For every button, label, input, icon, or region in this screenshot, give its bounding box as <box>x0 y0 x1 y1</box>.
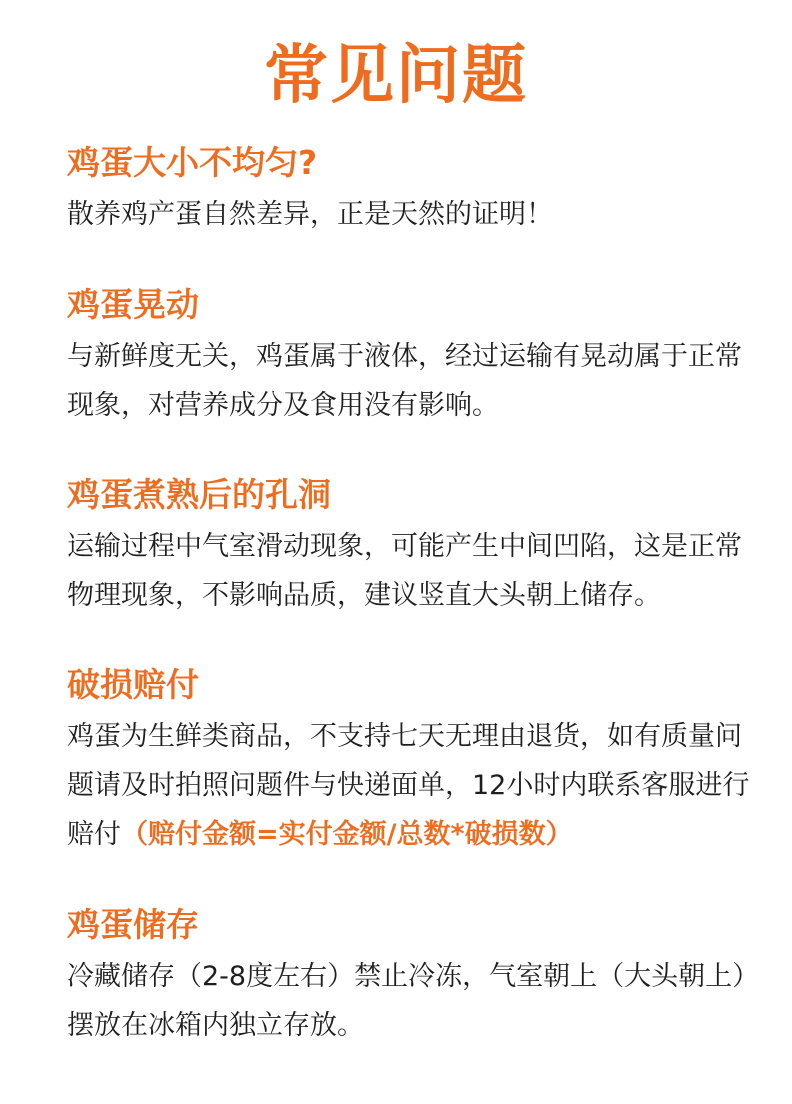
faq-question: 鸡蛋大小不均匀? <box>67 143 318 182</box>
faq-answer <box>67 712 757 859</box>
page-title: 常见问题 <box>264 39 528 113</box>
faq-item-boiled-holes <box>67 472 757 620</box>
faq-question: 鸡蛋煮熟后的孔洞 <box>67 475 331 514</box>
faq-item-egg-size <box>67 140 757 239</box>
faq-answer: 运输过程中气室滑动现象，可能产生中间凹陷，这是正常物理现象，不影响品质，建议竖直大头朝上储存。 <box>67 531 742 611</box>
compensation-formula: （赔付金额=实付金额/总数*破损数） <box>121 819 573 850</box>
faq-answer: 与新鲜度无关，鸡蛋属于液体，经过运输有晃动属于正常现象，对营养成分及食用没有影响。 <box>67 341 742 421</box>
faq-item-egg-storage <box>67 902 757 1050</box>
faq-item-damage-compensation <box>67 662 757 859</box>
faq-answer-text: 鸡蛋为生鲜类商品，不支持七天无理由退货，如有质量问题请及时拍照问题件与快递面单，12小时内联系客服进行赔付 <box>67 721 750 850</box>
faq-item-egg-shaking <box>67 282 757 430</box>
faq-answer: 冷藏储存（2-8度左右）禁止冷冻，气室朝上（大头朝上）摆放在冰箱内独立存放。 <box>67 961 746 1041</box>
faq-answer: 散养鸡产蛋自然差异，正是天然的证明！ <box>67 199 553 230</box>
faq-question: 破损赔付 <box>67 665 199 704</box>
faq-question: 鸡蛋晃动 <box>67 285 199 324</box>
faq-question: 鸡蛋储存 <box>67 905 199 944</box>
